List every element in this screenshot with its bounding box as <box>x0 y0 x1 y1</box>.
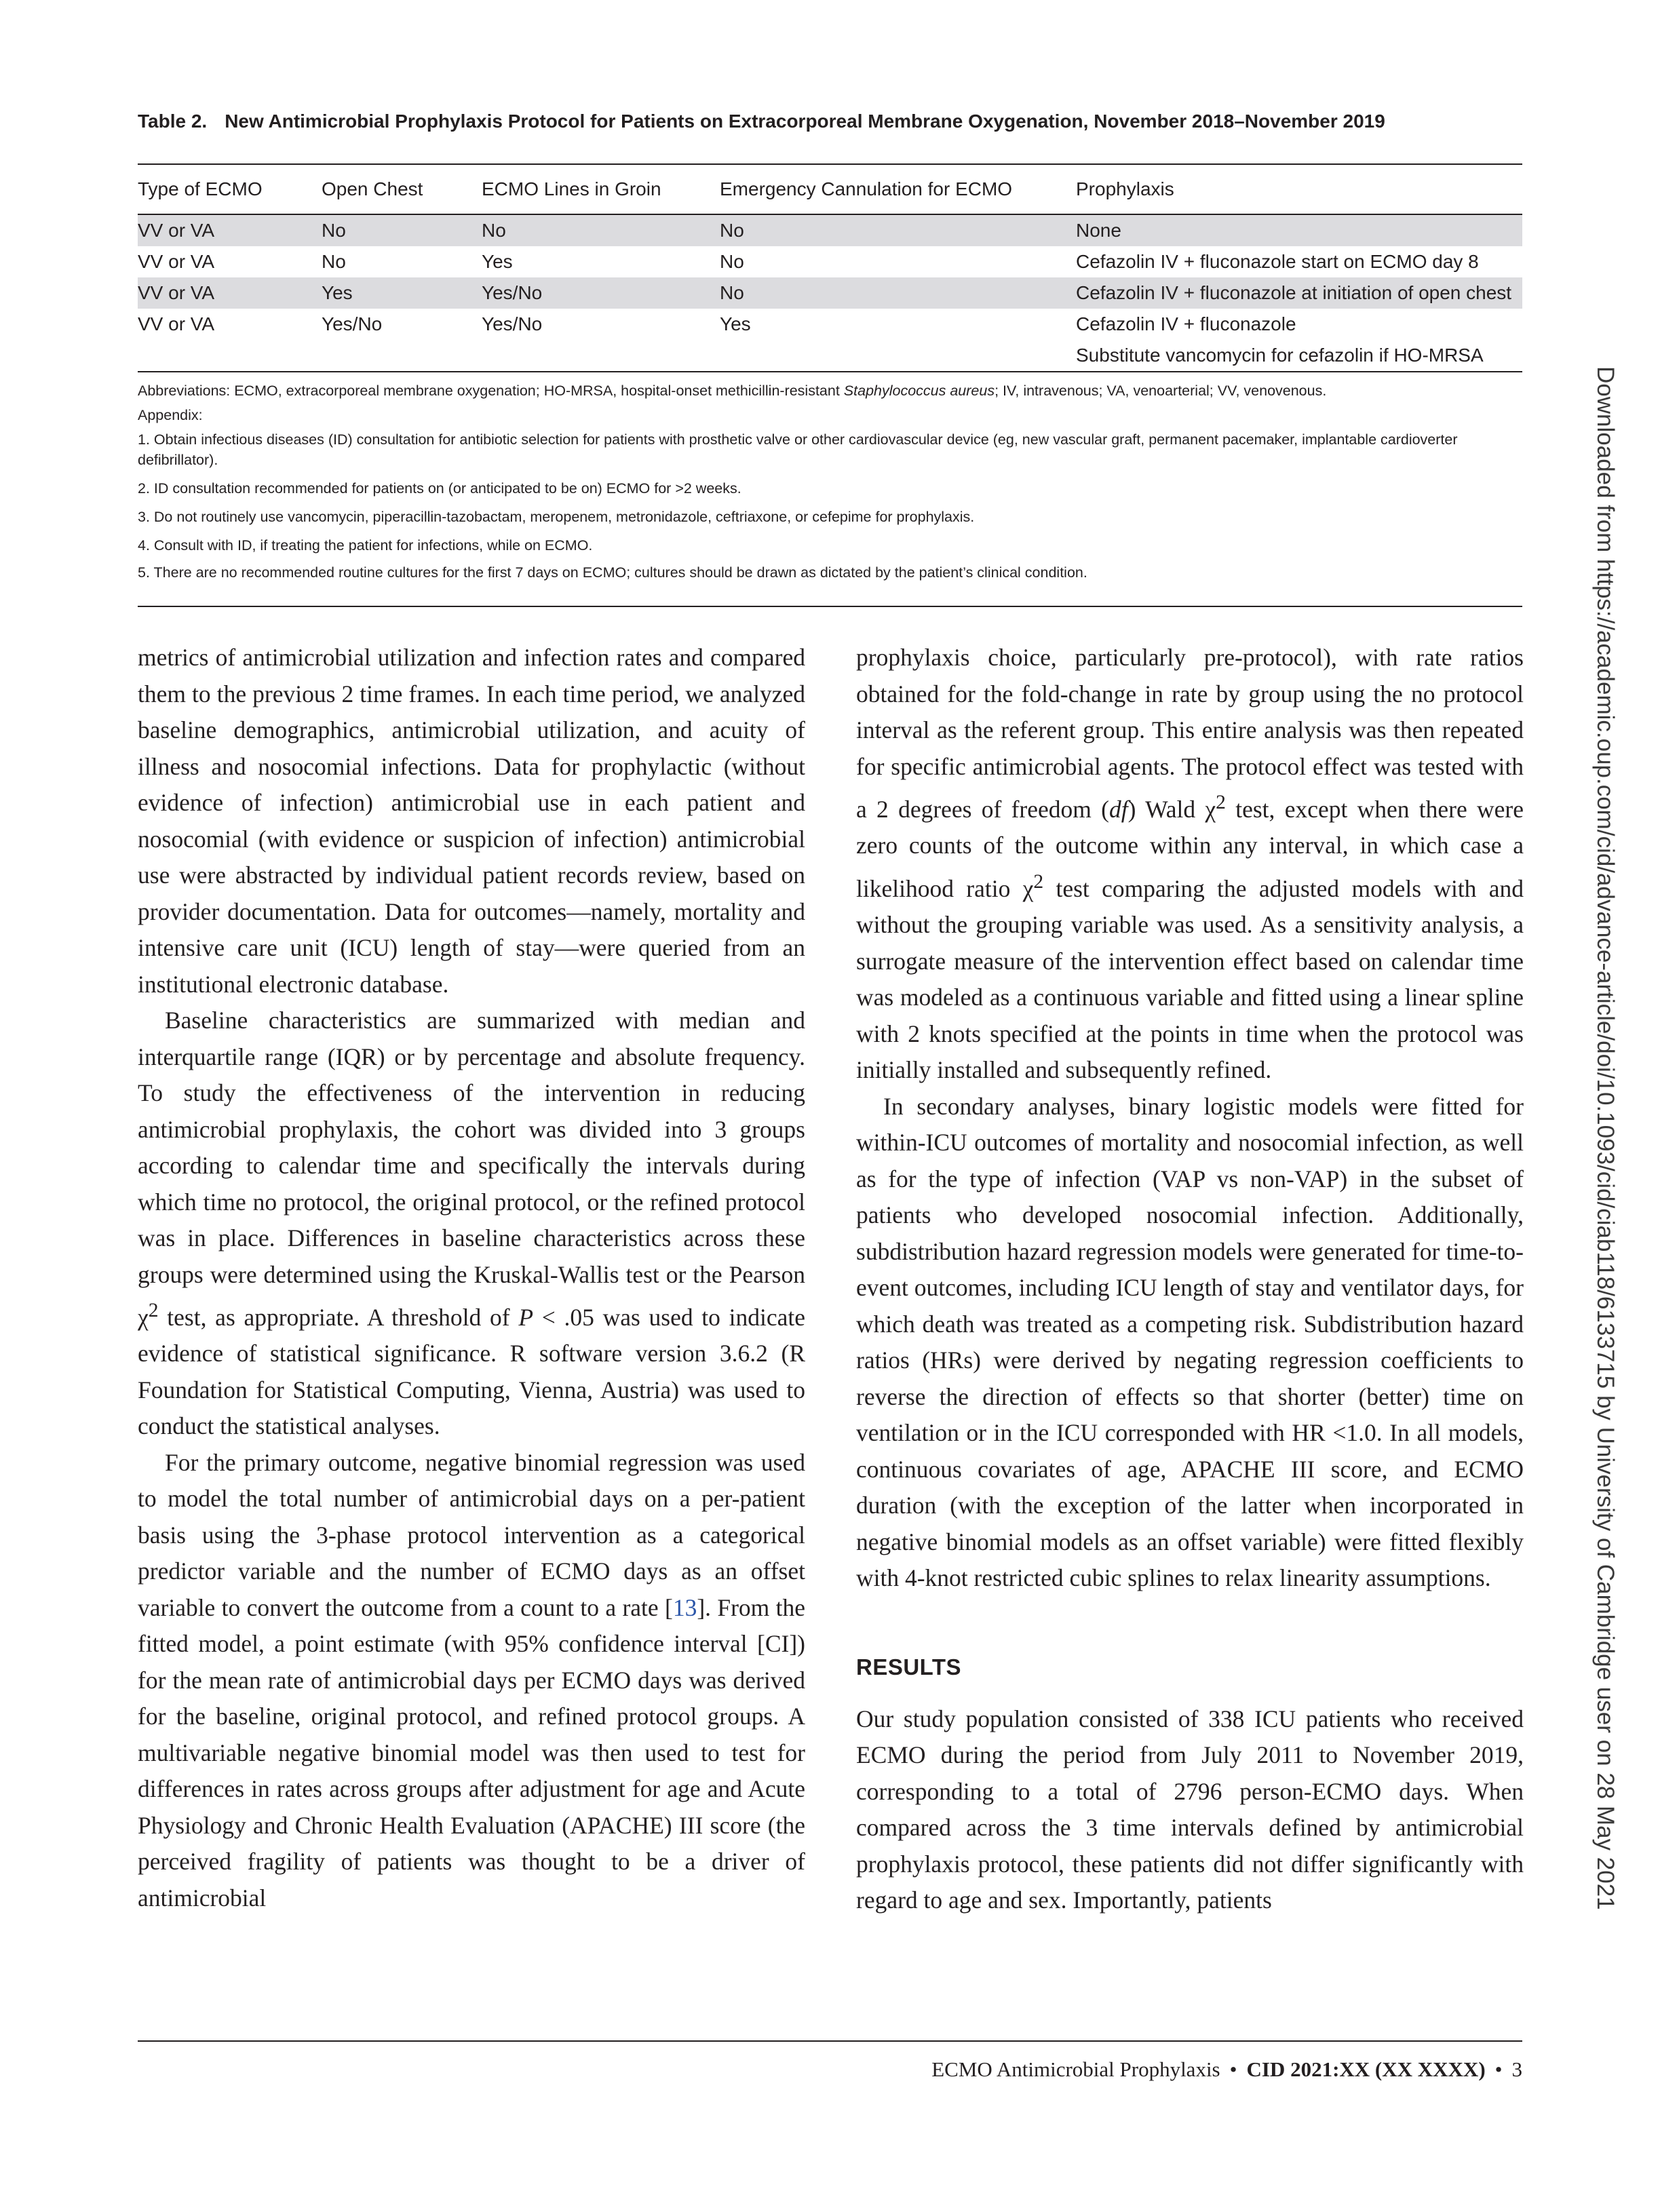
table-cell: VV or VA <box>138 313 215 334</box>
appendix-item: 5. There are no recommended routine cultures for the first 7 days on ECMO; cultures should be drawn as dictated by the patient’s clinical condition. <box>138 564 1087 581</box>
table-cell: No <box>720 214 1076 246</box>
footer-separator: • <box>1229 2057 1237 2081</box>
reference-link[interactable]: 13 <box>672 1593 697 1621</box>
table-cell: Yes <box>482 251 513 272</box>
page-number: 3 <box>1511 2057 1522 2081</box>
column-header: Emergency Cannulation for ECMO <box>720 165 1076 214</box>
table-cell: VV or VA <box>138 214 322 246</box>
text-run: test comparing the adjusted models with and without the grouping variable was used. As a sensitivity analysis, a surrogate measure of the intervention effect based on calendar time was modeled as a continuous variable and fitted using a linear spline with 2 knots specified at the points in time when the protocol was initially installed and subsequently refined. <box>856 874 1524 1084</box>
table-cell: Substitute vancomycin for cefazolin if HO-MRSA <box>1076 340 1522 372</box>
appendix-item: 3. Do not routinely use vancomycin, piperacillin-tazobactam, meropenem, metronidazole, ceftriaxone, or cefepime for prophylaxis. <box>138 509 975 525</box>
column-header: Type of ECMO <box>138 165 322 214</box>
column-header: Open Chest <box>322 165 482 214</box>
text-run: For the primary outcome, negative binomial regression was used to model the total number of antimicrobial days on a per-patient basis using the 3-phase protocol intervention as a categorical predictor variable and the number of ECMO days as an offset variable to convert the outcome from a count to a rate [ <box>138 1448 805 1621</box>
column-header: Prophylaxis <box>1076 165 1522 214</box>
paragraph: metrics of antimicrobial utilization and infection rates and compared them to the previous 2 time frames. In each time period, we analyzed baseline demographics, antimicrobial utilization, and acuity of illness and nosocomial infections. Data for prophylactic (without evidence of infection) antimicrobial use in each patient and nosocomial (with evidence or suspicion of infection) antimicrobial use were abstracted by individual patient records review, based on provider documentation. Data for outcomes—namely, mortality and intensive care unit (ICU) length of stay—were queried from an institutional electronic database. <box>138 644 805 998</box>
table-header-row <box>138 165 1522 214</box>
abbreviations-italic: Staphylococcus aureus <box>843 383 995 399</box>
prophylaxis-table <box>138 165 1522 372</box>
table-number: Table 2. <box>138 111 208 132</box>
table-cell: Cefazolin IV + fluconazole start on ECMO day 8 <box>1076 251 1479 272</box>
appendix-item: 1. Obtain infectious diseases (ID) consultation for antibiotic selection for patients with prosthetic valve or other cardiovascular device (eg, new vascular graft, permanent pacemaker, implantable cardioverter defibrillator). <box>138 431 1458 468</box>
table-cell: No <box>322 214 482 246</box>
table-row <box>138 277 1522 309</box>
table-cell: VV or VA <box>138 251 215 272</box>
table-row <box>138 246 1522 277</box>
appendix-item: 2. ID consultation recommended for patients on (or anticipated to be on) ECMO for >2 weeks. <box>138 480 741 497</box>
text-run: prophylaxis choice, particularly pre-protocol), with rate ratios obtained for the fold-change in rate by group using the no protocol interval as the referent group. This entire analysis was then repeated for specific antimicrobial agents. The protocol effect was tested with a 2 degrees of freedom ( <box>856 644 1524 823</box>
table-title <box>138 102 1522 141</box>
table-bottom-rule <box>138 606 1522 607</box>
journal-citation: CID 2021:XX (XX XXXX) <box>1246 2057 1486 2081</box>
abbreviations-text: Abbreviations: ECMO, extracorporeal membrane oxygenation; HO-MRSA, hospital-onset methicillin-resistant <box>138 383 844 399</box>
table-row <box>138 214 1522 246</box>
table-cell: Yes/No <box>482 277 720 309</box>
text-run: Baseline characteristics are summarized with median and interquartile range (IQR) or by percentage and absolute frequency. To study the effectiveness of the intervention in reducing antimicrobial prophylaxis, the cohort was divided into 3 groups according to calendar time and specifically the intervals during which time no protocol, the original protocol, or the refined protocol was in place. Differences in baseline characteristics across these groups were determined using the Kruskal-Wallis test or the Pearson χ <box>138 1007 805 1331</box>
superscript: 2 <box>1216 792 1226 813</box>
table-cell: VV or VA <box>138 277 322 309</box>
text-run: test, except when there were zero counts of the outcome within any interval, in which case a likelihood ratio χ <box>856 795 1524 902</box>
table-cell: Yes <box>720 313 751 334</box>
table-cell: No <box>482 214 720 246</box>
table-row <box>138 309 1522 340</box>
table-cell: None <box>1076 214 1522 246</box>
table-cell: Yes <box>322 277 482 309</box>
table-cell <box>138 340 322 372</box>
page-footer <box>931 2057 1522 2082</box>
table-cell <box>482 340 720 372</box>
text-run: < .05 was used to indicate evidence of statistical significance. R software version 3.6.2 (R Foundation for Statistical Computing, Vienna, Austria) was used to conduct the statistical analyses. <box>138 1303 805 1440</box>
table-cell: No <box>720 251 744 272</box>
table-cell <box>322 340 482 372</box>
table-2 <box>138 102 1522 591</box>
paragraph <box>138 1003 805 1445</box>
superscript: 2 <box>148 1300 159 1321</box>
column-header: ECMO Lines in Groin <box>482 165 720 214</box>
running-title: ECMO Antimicrobial Prophylaxis <box>931 2057 1220 2081</box>
paragraph: Our study population consisted of 338 ICU patients who received ECMO during the period from July 2011 to November 2019, corresponding to a total of 2796 person-ECMO days. When compared across the 3 time intervals defined by antimicrobial prophylaxis protocol, these patients did not differ significantly with regard to age and sex. Importantly, patients <box>856 1705 1524 1914</box>
table-footnotes <box>138 381 1522 583</box>
abbreviations-text-end: ; IV, intravenous; VA, venoarterial; VV, venovenous. <box>995 383 1327 399</box>
paragraph: In secondary analyses, binary logistic models were fitted for within-ICU outcomes of mortality and nosocomial infection, as well as for the type of infection (VAP vs non-VAP) in the subset of patients who developed nosocomial infection. Additionally, subdistribution hazard regression models were generated for time-to-event outcomes, including ICU length of stay and ventilator days, for which death was treated as a competing risk. Subdistribution hazard ratios (HRs) were derived by negating regression coefficients to reverse the direction of effects so that shorter (better) time on ventilation or in the ICU corresponded with HR <1.0. In all models, continuous covariates of age, APACHE III score, and ECMO duration (with the exception of the latter when incorporated in negative binomial models as an offset variable) were fitted flexibly with 4-knot restricted cubic splines to relax linearity assumptions. <box>856 1092 1524 1592</box>
section-heading-results: RESULTS <box>856 1654 962 1680</box>
table-cell: Cefazolin IV + fluconazole at initiation of open chest <box>1076 277 1522 309</box>
table-cell: Yes/No <box>482 313 543 334</box>
abbreviations-note <box>138 381 1522 401</box>
table-caption: New Antimicrobial Prophylaxis Protocol for Patients on Extracorporeal Membrane Oxygenation, November 2018–November 2019 <box>225 111 1385 132</box>
footer-rule <box>138 2040 1522 2042</box>
text-run: ]. From the fitted model, a point estimate (with 95% confidence interval [CI]) for the mean rate of antimicrobial days per ECMO days was derived for the baseline, original protocol, and refined protocol groups. A multivariable negative binomial model was then used to test for differences in rates across groups after adjustment for age and Acute Physiology and Chronic Health Evaluation (APACHE) III score (the perceived fragility of patients was thought to be a driver of antimicrobial <box>138 1593 805 1912</box>
table-row <box>138 340 1522 372</box>
table-cell: No <box>720 277 1076 309</box>
table-cell: No <box>322 251 346 272</box>
italic-df: df <box>1109 795 1128 823</box>
appendix-label: Appendix: <box>138 407 203 423</box>
table-cell <box>720 340 1076 372</box>
paragraph <box>138 1445 805 1917</box>
download-watermark-text: Downloaded from https://academic.oup.com/cid/advance-article/doi/10.1093/cid/ciab118/6133715 by University of Cambridge user on 28 May 2021 <box>1592 366 1619 1910</box>
paragraph <box>856 640 1524 1089</box>
superscript: 2 <box>1033 870 1044 893</box>
text-run: test, as appropriate. A threshold of <box>158 1303 519 1331</box>
right-column <box>856 640 1524 1919</box>
appendix-item: 4. Consult with ID, if treating the patient for infections, while on ECMO. <box>138 537 593 554</box>
table-cell: Cefazolin IV + fluconazole <box>1076 313 1296 334</box>
left-column <box>138 640 805 1916</box>
table-cell: Yes/No <box>322 313 383 334</box>
italic-p: P <box>518 1303 533 1331</box>
footer-separator: • <box>1494 2057 1503 2081</box>
text-run: ) Wald χ <box>1127 795 1216 823</box>
